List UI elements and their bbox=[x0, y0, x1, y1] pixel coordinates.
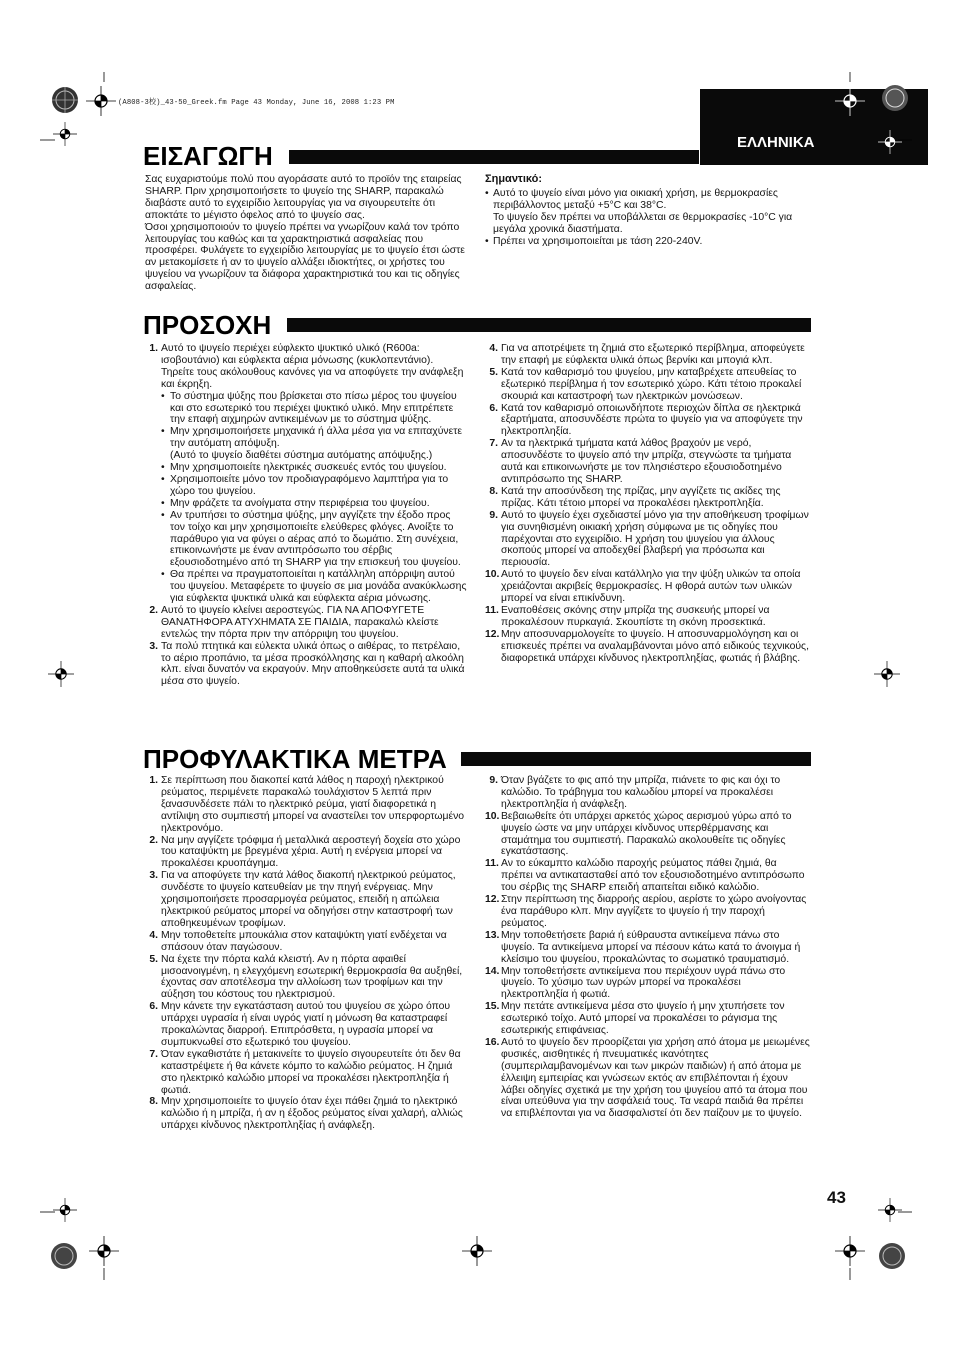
item-number: 1. bbox=[149, 775, 158, 786]
crosshair-target-icon bbox=[835, 1236, 865, 1266]
item-text: Τα πολύ πτητικά και εύλεκτα υλικά όπως ο αιθέρας, το πετρέλαιο, το αέριο προπάνιο, τα μέσα προσκόλλησης και η καθαρή αλκοόλη κλπ. είναι δυνατόν να εκραγούν. Μην αποθηκεύσετε αυτά τα υλικά μέσα στο ψυγείο. bbox=[161, 640, 465, 688]
item-body bbox=[161, 343, 467, 605]
item-subpoint-text: Μην χρησιμοποιήσετε μηχανικά ή άλλα μέσα για να επιταχύνετε την αυτόματη απόψυξη. bbox=[170, 426, 462, 450]
print-header-line: (A808-3校)_43-50_Greek.fm Page 43 Monday, June 16, 2008 1:23 PM bbox=[118, 99, 395, 107]
intro-paragraph: Όσοι χρησιμοποιούν το ψυγείο πρέπει να γνωρίζουν καλά τον τρόπο λειτουργίας του καθώς και τα χαρακτηριστικά ασφαλείας που προσφέρει. Φυλάγετε το εγχειρίδιο λειτουργίας με το ψυγείο έτσι ώστε αν μετακομίσετε ή αν το ψυγείο αλλάξει ιδιοκτήτες, οι χρήστες του ψυγείου να γνωρίζουν τα διάφορα χαρακτηριστικά του και τις οδηγίες ασφαλείας. bbox=[145, 221, 465, 293]
item-body bbox=[501, 894, 811, 930]
item-number: 3. bbox=[149, 870, 158, 882]
intro-column bbox=[145, 174, 467, 293]
crosshair-target-icon bbox=[48, 661, 74, 687]
item-number: 16. bbox=[485, 1036, 500, 1048]
bullet: • bbox=[161, 462, 165, 474]
item-body bbox=[501, 510, 811, 570]
item-number: 5. bbox=[489, 366, 498, 378]
item-text: Κατά την αποσύνδεση της πρίζας, μην αγγίζετε τις ακίδες της πρίζας. Κάτι τέτοιο μπορεί να προκαλέσει ηλεκτροπληξία. bbox=[501, 485, 781, 509]
item-body bbox=[501, 966, 811, 1002]
list-item bbox=[145, 930, 467, 954]
crosshair-target-icon bbox=[53, 1198, 77, 1222]
item-text: Για να αποφύγετε την κατά λάθος διακοπή ηλεκτρικού ρεύματος, συνδέστε το ψυγείο κατευθείαν με την πηγή ενέργειας. Μην χρησιμοποιήσετε προσαρμογέα ρεύματος, επειδή η απώλεια ηλεκτρικού ρεύματος μπορεί να οδηγήσει στην καταστροφή των αποθηκευμένων τροφίμων. bbox=[161, 870, 456, 929]
item-subpoint-text: (Αυτό το ψυγείο διαθέτει σύστημα αυτόματης απόψυξης.) bbox=[170, 450, 433, 462]
item-text: Στην περίπτωση της διαρροής αερίου, αερίστε το χώρο ανοίγοντας ένα παράθυρο κλπ. Μην αγγίζετε το ψυγείο ή την παροχή ρεύματος. bbox=[501, 894, 807, 929]
item-number: 13. bbox=[485, 929, 500, 941]
list-item bbox=[485, 605, 811, 629]
precautions-left-column bbox=[145, 775, 467, 1132]
item-number: 2. bbox=[149, 834, 158, 846]
item-subpoint-text: Μην φράζετε τα ανοίγματα στην περιφέρεια του ψυγείου. bbox=[170, 497, 430, 509]
item-text: Όταν βγάζετε το φις από την μπρίζα, πιάνετε το φις και όχι το καλώδιο. Το τράβηγμα του καλωδίου μπορεί να προκαλέσει ηλεκτροπληξία ή ανάφλεξη. bbox=[501, 775, 781, 810]
item-number: 4. bbox=[489, 343, 498, 354]
bullet: • bbox=[161, 426, 165, 438]
important-item bbox=[485, 212, 811, 236]
item-subpoint-text: Θα πρέπει να πραγματοποιείται η κατάλληλη απόρριψη αυτού του ψυγείου. Μεταφέρετε το ψυγείο σε μια μονάδα ανακύκλωσης για εύφλεκτα ψυκτικά υλικά και εύφλεκτα αέρια μόνωσης. bbox=[170, 569, 467, 605]
registration-target-icon bbox=[44, 1236, 84, 1276]
item-text: Να έχετε την πόρτα καλά κλειστή. Αν η πόρτα αφαιθεί μισοανοιγμένη, η ελεγχόμενη εσωτερική θερμοκρασία θα αυξηθεί, έχοντας σαν αποτέλεσμα την αλλοίωση των τροφίμων και την αύξηση του κόστους του ηλεκτρισμού. bbox=[161, 953, 463, 1001]
item-number: 9. bbox=[489, 509, 498, 521]
language-tab-label: ΕΛΛΗΝΙΚΑ bbox=[737, 134, 815, 151]
list-item bbox=[145, 1096, 467, 1132]
item-text: Αυτό το ψυγείο έχει σχεδιαστεί μόνο για την αποθήκευση τροφίμων για συνηθισμένη οικιακή χρήση σύμφωνα με τις οδηγίες που παρέχονται στο εγχειρίδιο. Η χρήση του ψυγείου για άλλους σκοπούς μπορεί να αποδεχθεί βλαβερή για πρόσωπα και περιουσία. bbox=[501, 509, 809, 569]
heading-intro: ΕΙΣΑΓΩΓΗ bbox=[143, 141, 273, 171]
important-item-text: Αυτό το ψυγείο είναι μόνο για οικιακή χρήση, με θερμοκρασίες περιβάλλοντος μεταξύ +5°C και 38°C. bbox=[493, 187, 778, 211]
list-item bbox=[485, 438, 811, 486]
item-text: Μην αποσυναρμολογείτε το ψυγείο. Η αποσυναρμολόγηση και οι επισκευές πρέπει να αναλαμβάνονται μόνο από ειδικούς τεχνικούς, διαφορετικά υπάρχει κίνδυνος ηλεκτροπληξίας, φωτιάς ή βλάβης. bbox=[501, 628, 809, 664]
item-text: Μην κάνετε την εγκατάσταση αυτού του ψυγείου σε χώρο όπου υπάρχει υγρασία ή είναι υγρός γιατί η μόνωση θα καταστραφεί προκαλώντας διαρροή. Επιπρόσθετα, η υγρασία μπορεί να συμπυκνωθεί στο εξωτερικό του ψυγείου. bbox=[161, 1001, 451, 1048]
bullet: • bbox=[485, 187, 489, 199]
heading-rule bbox=[289, 150, 699, 164]
item-text: Αυτό το ψυγείο περιέχει εύφλεκτο ψυκτικό υλικό (R600a: ισοβουτάνιο) και εύφλεκτα αέρια μόνωσης (κυκλοπεντάνιο). Τηρείτε τους ακόλουθους κανόνες για να αποφύγετε την ανάφλεξη και έκρηξη. bbox=[161, 343, 464, 390]
item-text: Αν τα ηλεκτρικά τμήματα κατά λάθος βραχούν με νερό, αποσυνδέστε το ψυγείο από την μπρίζα, στεγνώστε τα τμήματα αυτά και επικοινωνήστε με τον πλησιέστερο εξουσιοδοτημένο αντιπρόσωπο της SHARP. bbox=[501, 438, 792, 485]
item-body bbox=[501, 438, 811, 486]
heading-caution: ΠΡΟΣΟΧΗ bbox=[143, 310, 272, 340]
item-number: 2. bbox=[149, 604, 158, 616]
important-item-text: Πρέπει να χρησιμοποιείται με τάση 220-240V. bbox=[493, 235, 703, 247]
list-item bbox=[485, 569, 811, 605]
item-text: Κατά τον καθαρισμό οποιωνδήποτε περιοχών δίπλα σε ηλεκτρικά εξαρτήματα, αποσυνδέστε πρώτα το ψυγείο για να αποφύγετε την ηλεκτροπληξία. bbox=[501, 402, 803, 438]
item-body bbox=[161, 1001, 467, 1049]
item-body bbox=[161, 775, 467, 835]
list-item bbox=[145, 343, 467, 605]
item-subpoint bbox=[161, 462, 467, 474]
item-text: Αυτό το ψυγείο δεν είναι κατάλληλο για την ψύξη υλικών τα οποία χρειάζονται ακριβείς θερμοκρασίες. Η φθορά αυτών των υλικών μπορεί να είναι επικίνδυνη. bbox=[501, 569, 801, 605]
intro-paragraph: Σας ευχαριστούμε πολύ που αγοράσατε αυτό το προϊόν της εταιρείας SHARP. Πριν χρησιμοποιήσετε το ψυγείο της SHARP, παρακαλώ διαβάστε αυτό το εγχειρίδιο λειτουργίας για να σιγουρευτείτε ότι αποκτάτε το μέγιστο όφελος από το ψυγείο σας. bbox=[145, 174, 462, 221]
registration-target-icon bbox=[872, 1236, 912, 1276]
item-text: Κατά τον καθαρισμό του ψυγείου, μην καταβρέχετε απευθείας το εξωτερικό περίβλημα ή τον εσωτερικό χώρο. Κάτι τέτοιο προκαλεί σκουριά και καταστροφή των ηλεκτρικών μονώσεων. bbox=[501, 366, 802, 402]
bullet: • bbox=[485, 235, 489, 247]
item-number: 11. bbox=[485, 858, 499, 870]
item-text: Αυτό το ψυγείο δεν προορίζεται για χρήση από άτομα με μειωμένες φυσικές, αισθητικές ή πνευματικές ικανότητες (συμπεριλαμβανομένων και των μικρών παιδιών) ή από άτομα με έλλειψη εμπειρίας και γνώσεων εκτός αν επιβλέπονται ή έχουν λάβει οδηγίες σχετικά με την χρήση του ψυγείου από τα άτομα που είναι υπεύθυνα για την ασφάλειά τους. Τα νεαρά παιδιά θα πρέπει να επιβλέπονται για να διασφαλιστεί ότι δεν παίζουν με το ψυγείο. bbox=[501, 1036, 810, 1120]
crosshair-target-icon bbox=[874, 661, 900, 687]
item-body bbox=[501, 486, 811, 510]
item-number: 12. bbox=[485, 894, 500, 906]
item-subpoint bbox=[161, 498, 467, 510]
item-subpoint-text: Χρησιμοποιείτε μόνο τον προδιαγραφόμενο λαμπτήρα για το χώρο του ψυγείου. bbox=[170, 473, 449, 497]
item-body bbox=[501, 367, 811, 403]
item-body bbox=[161, 605, 467, 641]
heading-rule bbox=[461, 752, 811, 766]
item-body bbox=[161, 870, 467, 930]
registration-target-icon bbox=[875, 78, 915, 118]
list-item bbox=[485, 1037, 811, 1120]
list-item bbox=[485, 343, 811, 367]
item-number: 8. bbox=[489, 485, 498, 497]
item-number: 10. bbox=[485, 569, 500, 581]
list-item bbox=[485, 811, 811, 859]
list-item bbox=[485, 403, 811, 439]
item-subpoint-text: Μην χρησιμοποιείτε ηλεκτρικές συσκευές εντός του ψυγείου. bbox=[170, 462, 447, 474]
important-item-text: Το ψυγείο δεν πρέπει να υποβάλλεται σε θερμοκρασίες -10°C για μεγάλα χρονικά διαστήματα. bbox=[493, 211, 793, 235]
item-number: 6. bbox=[489, 402, 498, 414]
item-subpoint bbox=[161, 391, 467, 427]
item-text: Μην τοποθετήσετε βαριά ή εύθραυστα αντικείμενα πάνω στο ψυγείο. Τα αντικείμενα μπορεί να πέσουν κάτω κατά το άνοιγμα ή κλείσιμο του ψυγείου, προκαλώντας το σωματικό τραυματισμό. bbox=[501, 929, 801, 965]
item-text: Εναποθέσεις σκόνης στην μπρίζα της συσκευής μπορεί να προκαλέσουν πυρκαγιά. Σκουπίστε τη σκόνη προσεκτικά. bbox=[501, 604, 770, 628]
crosshair-target-icon bbox=[878, 1198, 902, 1222]
item-text: Αυτό το ψυγείο κλείνει αεροστεγώς. ΓΙΑ ΝΑ ΑΠΟΦΥΓΕΤΕ ΘΑΝΑΤΗΦΟΡΑ ΑΤΥΧΗΜΑΤΑ ΣΕ ΠΑΙΔΙΑ, παρακαλώ κλείστε εντελώς την πόρτα πριν την απόρριψη του ψυγείου. bbox=[161, 604, 439, 640]
item-number: 14. bbox=[485, 965, 500, 977]
item-body bbox=[501, 811, 811, 859]
item-body bbox=[161, 835, 467, 871]
bullet: • bbox=[161, 473, 165, 485]
bullet: • bbox=[161, 390, 165, 402]
item-body bbox=[501, 1001, 811, 1037]
list-item bbox=[145, 775, 467, 835]
heading-precautions: ΠΡΟΦΥΛΑΚΤΙΚΑ ΜΕΤΡΑ bbox=[143, 744, 447, 774]
heading-rule bbox=[287, 318, 811, 332]
list-item bbox=[485, 629, 811, 665]
list-item bbox=[485, 775, 811, 811]
bullet bbox=[161, 450, 170, 462]
item-body bbox=[501, 1037, 811, 1120]
item-subpoint bbox=[161, 510, 467, 570]
item-number: 9. bbox=[489, 775, 498, 786]
list-item bbox=[485, 930, 811, 966]
item-body bbox=[501, 775, 811, 811]
item-subpoint bbox=[161, 474, 467, 498]
list-item bbox=[485, 510, 811, 570]
list-item bbox=[485, 1001, 811, 1037]
item-number: 5. bbox=[149, 953, 158, 965]
item-number: 12. bbox=[485, 628, 500, 640]
item-text: Μην τοποθετείτε μπουκάλια στον καταψύκτη γιατί ενδέχεται να σπάσουν όταν παγώσουν. bbox=[161, 929, 447, 953]
item-subpoint bbox=[161, 569, 467, 605]
item-number: 4. bbox=[149, 929, 158, 941]
bullet: • bbox=[161, 497, 165, 509]
list-item bbox=[145, 1001, 467, 1049]
item-body bbox=[501, 569, 811, 605]
list-item bbox=[145, 641, 467, 689]
caution-left-column bbox=[145, 343, 467, 688]
list-item bbox=[485, 894, 811, 930]
item-text: Όταν εγκαθιστάτε ή μετακινείτε το ψυγείο σιγουρευτείτε ότι δεν θα καταστρέψετε ή θα κάνετε κόμπο το καλώδιο ρεύματος. Η ζημιά στο ηλεκτρικό καλώδιο μπορεί να προκαλέσει ηλεκτροπληξία ή φωτιά. bbox=[161, 1048, 461, 1096]
list-item bbox=[485, 486, 811, 510]
item-body bbox=[501, 403, 811, 439]
item-body bbox=[501, 605, 811, 629]
list-item bbox=[145, 870, 467, 930]
important-column bbox=[485, 174, 811, 247]
item-subpoint-text: Αν τρυπήσει το σύστημα ψύξης, μην αγγίζετε την έξοδο προς τον τοίχο και μην χρησιμοποιείτε ελεύθερες φλόγες. Ανοίξτε το παράθυρο για να φύγει ο αέρας από το δωμάτιο. Στη συνέχεια, επικοινωνήστε με έναν αντιπρόσωπο του σέρβις εξουσιοδοτημένο από τη SHARP για την επισκευή του ψυγείου. bbox=[170, 509, 461, 569]
important-list bbox=[485, 188, 811, 248]
item-body bbox=[501, 629, 811, 665]
list-item bbox=[145, 605, 467, 641]
caution-right-column bbox=[485, 343, 811, 664]
item-subpoint bbox=[161, 426, 467, 450]
crosshair-target-icon bbox=[878, 130, 902, 154]
item-number: 11. bbox=[485, 604, 499, 616]
item-body bbox=[161, 954, 467, 1002]
item-number: 15. bbox=[485, 1001, 500, 1013]
important-item bbox=[485, 188, 811, 212]
item-body bbox=[501, 930, 811, 966]
list-item bbox=[485, 858, 811, 894]
item-number: 7. bbox=[149, 1048, 158, 1060]
item-body bbox=[161, 1096, 467, 1132]
list-item bbox=[145, 954, 467, 1002]
list-item bbox=[145, 835, 467, 871]
precautions-right-column bbox=[485, 775, 811, 1120]
list-item bbox=[485, 966, 811, 1002]
crosshair-target-icon bbox=[89, 1236, 119, 1266]
item-text: Σε περίπτωση που διακοπεί κατά λάθος η παροχή ηλεκτρικού ρεύματος, περιμένετε παρακαλώ τουλάχιστον 5 λεπτά πριν ξανασυνδέσετε πάλι το ηλεκτρικό ρεύμα, γιατί διαφορετικά η αντίλιψη στο συμπιεστή μπορεί να αναστείλει τον υπερφορτωμένο ηλεκτρονόμο. bbox=[161, 775, 465, 834]
item-subpoint bbox=[161, 450, 467, 462]
item-text: Για να αποτρέψετε τη ζημιά στο εξωτερικό περίβλημα, αποφεύγετε την επαφή με εύφλεκτα υλικά όπως βερνίκι και μπογιά κλπ. bbox=[501, 343, 805, 366]
item-text: Αν το εύκαμπτο καλώδιο παροχής ρεύματος πάθει ζημιά, θα πρέπει να αντικατασταθεί από τον εξουσιοδοτημένο αντιπρόσωπο του σέρβις της SHARP επειδή απαιτείται ειδικό καλώδιο. bbox=[501, 858, 805, 894]
item-number: 7. bbox=[489, 438, 498, 450]
important-title: Σημαντικό: bbox=[485, 173, 543, 185]
item-body bbox=[161, 641, 467, 689]
item-number: 8. bbox=[149, 1096, 158, 1108]
item-subpoint-text: Το σύστημα ψύξης που βρίσκεται στο πίσω μέρος του ψυγείου και στο εσωτερικό του περιέχει ψυκτικό υλικό. Μην επιτρέπετε την επαφή αιχμηρών αντικειμένων με το σύστημα ψύξης. bbox=[170, 390, 457, 426]
bullet: • bbox=[161, 569, 165, 581]
item-text: Μην τοποθετήσετε αντικείμενα που περιέχουν υγρά πάνω στο ψυγείο. Το χύσιμο των υγρών μπορεί να προκαλέσει ηλεκτροπληξία ή φωτιά. bbox=[501, 965, 786, 1001]
item-body bbox=[501, 858, 811, 894]
item-number: 3. bbox=[149, 640, 158, 652]
crosshair-target-icon bbox=[462, 1236, 492, 1266]
list-item bbox=[145, 1049, 467, 1097]
item-body bbox=[501, 343, 811, 367]
item-body bbox=[161, 930, 467, 954]
page-number: 43 bbox=[827, 1188, 846, 1207]
bullet: • bbox=[161, 509, 165, 521]
item-number: 10. bbox=[485, 810, 500, 822]
bullet bbox=[485, 212, 493, 236]
list-item bbox=[485, 367, 811, 403]
item-text: Μην πετάτε αντικείμενα μέσα στο ψυγείο ή μην χτυπήσετε τον εσωτερικό τοίχο. Αυτό μπορεί να προκαλέσει το ράγισμα της εσωτερικής επιφάνειας. bbox=[501, 1001, 785, 1037]
crosshair-target-icon bbox=[835, 86, 865, 116]
important-item bbox=[485, 236, 811, 248]
item-text: Μην χρησιμοποιείτε το ψυγείο όταν έχει πάθει ζημιά το ηλεκτρικό καλώδιο ή η μπρίζα, ή αν η έξοδος ρεύματος είναι χαλαρή, αλλιώς υπάρχει κίνδυνος ηλεκτροπληξίας ή ανάφλεξη. bbox=[161, 1096, 463, 1132]
item-body bbox=[161, 1049, 467, 1097]
item-number: 1. bbox=[149, 343, 158, 354]
item-text: Βεβαιωθείτε ότι υπάρχει αρκετός χώρος αερισμού γύρω από το ψυγείο ώστε να μην υπάρχει κίνδυνος υπερθέρμανσης και σταμάτημα του συμπιεστή. Παρακαλώ ακολουθείτε τις οδηγίες εγκατάστασης. bbox=[501, 810, 792, 858]
item-number: 6. bbox=[149, 1001, 158, 1013]
item-text: Να μην αγγίζετε τρόφιμα ή μεταλλικά αεροστεγή δοχεία στο χώρο του καταψύκτη με βρεγμένα χέρια. Αυτή η ενέργεια μπορεί να προκαλέσει κρυοπάγημα. bbox=[161, 834, 461, 870]
